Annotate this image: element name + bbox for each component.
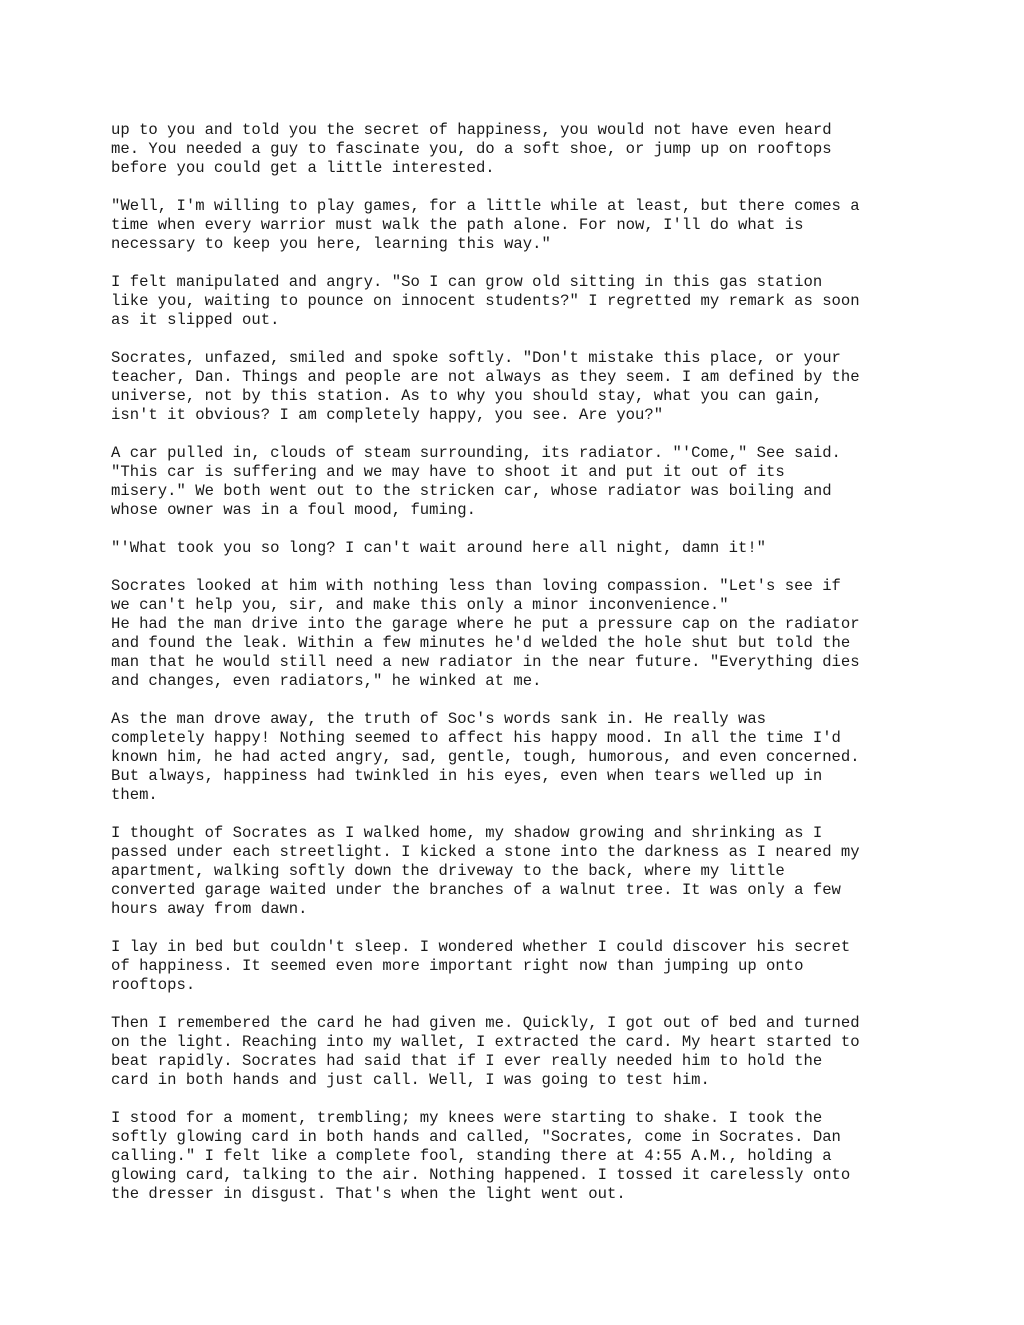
paragraph-5: A car pulled in, clouds of steam surrounding, its radiator. "'Come," See said. "This car is suffering and we may have to shoot it and put it out of its misery." We both went out to the stricken car, whose radiator was boiling and whose owner was in a foul mood, fuming. xyxy=(111,444,841,519)
document-page xyxy=(111,121,991,1223)
paragraph-10: I lay in bed but couldn't sleep. I wondered whether I could discover his secret of happiness. It seemed even more important right now than jumping up onto rooftops. xyxy=(111,938,851,994)
paragraph-11: Then I remembered the card he had given me. Quickly, I got out of bed and turned on the light. Reaching into my wallet, I extracted the card. My heart started to beat rapidly. Socrates had said that if I ever really needed him to hold the card in both hands and just call. Well, I was going to test him. xyxy=(111,1014,860,1089)
paragraph-6: "'What took you so long? I can't wait around here all night, damn it!" xyxy=(111,539,767,557)
paragraph-8: As the man drove away, the truth of Soc's words sank in. He really was completely happy! Nothing seemed to affect his happy mood. In all the time I'd known him, he had acted angry, sad, gentle, tough, humorous, and even concerned. But always, happiness had twinkled in his eyes, even when tears welled up in them. xyxy=(111,710,860,804)
paragraph-9: I thought of Socrates as I walked home, my shadow growing and shrinking as I passed under each streetlight. I kicked a stone into the darkness as I neared my apartment, walking softly down the driveway to the back, where my little converted garage waited under the branches of a walnut tree. It was only a few hours away from dawn. xyxy=(111,824,860,918)
paragraph-1: up to you and told you the secret of happiness, you would not have even heard me. You needed a guy to fascinate you, do a soft shoe, or jump up on rooftops before you could get a little interested. xyxy=(111,121,832,177)
paragraph-2: "Well, I'm willing to play games, for a little while at least, but there comes a time when every warrior must walk the path alone. For now, I'll do what is necessary to keep you here, learning this way." xyxy=(111,197,860,253)
paragraph-12: I stood for a moment, trembling; my knees were starting to shake. I took the softly glowing card in both hands and called, "Socrates, come in Socrates. Dan calling." I felt like a complete fool, standing there at 4:55 A.M., holding a glowing card, talking to the air. Nothing happened. I tossed it carelessly onto the dresser in disgust. That's when the light went out. xyxy=(111,1109,851,1203)
paragraph-4: Socrates, unfazed, smiled and spoke softly. "Don't mistake this place, or your teacher, Dan. Things and people are not always as they seem. I am defined by the universe, not by this station. As to why you should stay, what you can gain, isn't it obvious? I am completely happy, you see. Are you?" xyxy=(111,349,860,424)
paragraph-7: Socrates looked at him with nothing less than loving compassion. "Let's see if we can't help you, sir, and make this only a minor inconvenience." He had the man drive into the garage where he put a pressure cap on the radiator and found the leak. Within a few minutes he'd welded the hole shut but told the man that he would still need a new radiator in the near future. "Everything dies and changes, even radiators," he winked at me. xyxy=(111,577,860,690)
paragraph-3: I felt manipulated and angry. "So I can grow old sitting in this gas station like you, waiting to pounce on innocent students?" I regretted my remark as soon as it slipped out. xyxy=(111,273,860,329)
